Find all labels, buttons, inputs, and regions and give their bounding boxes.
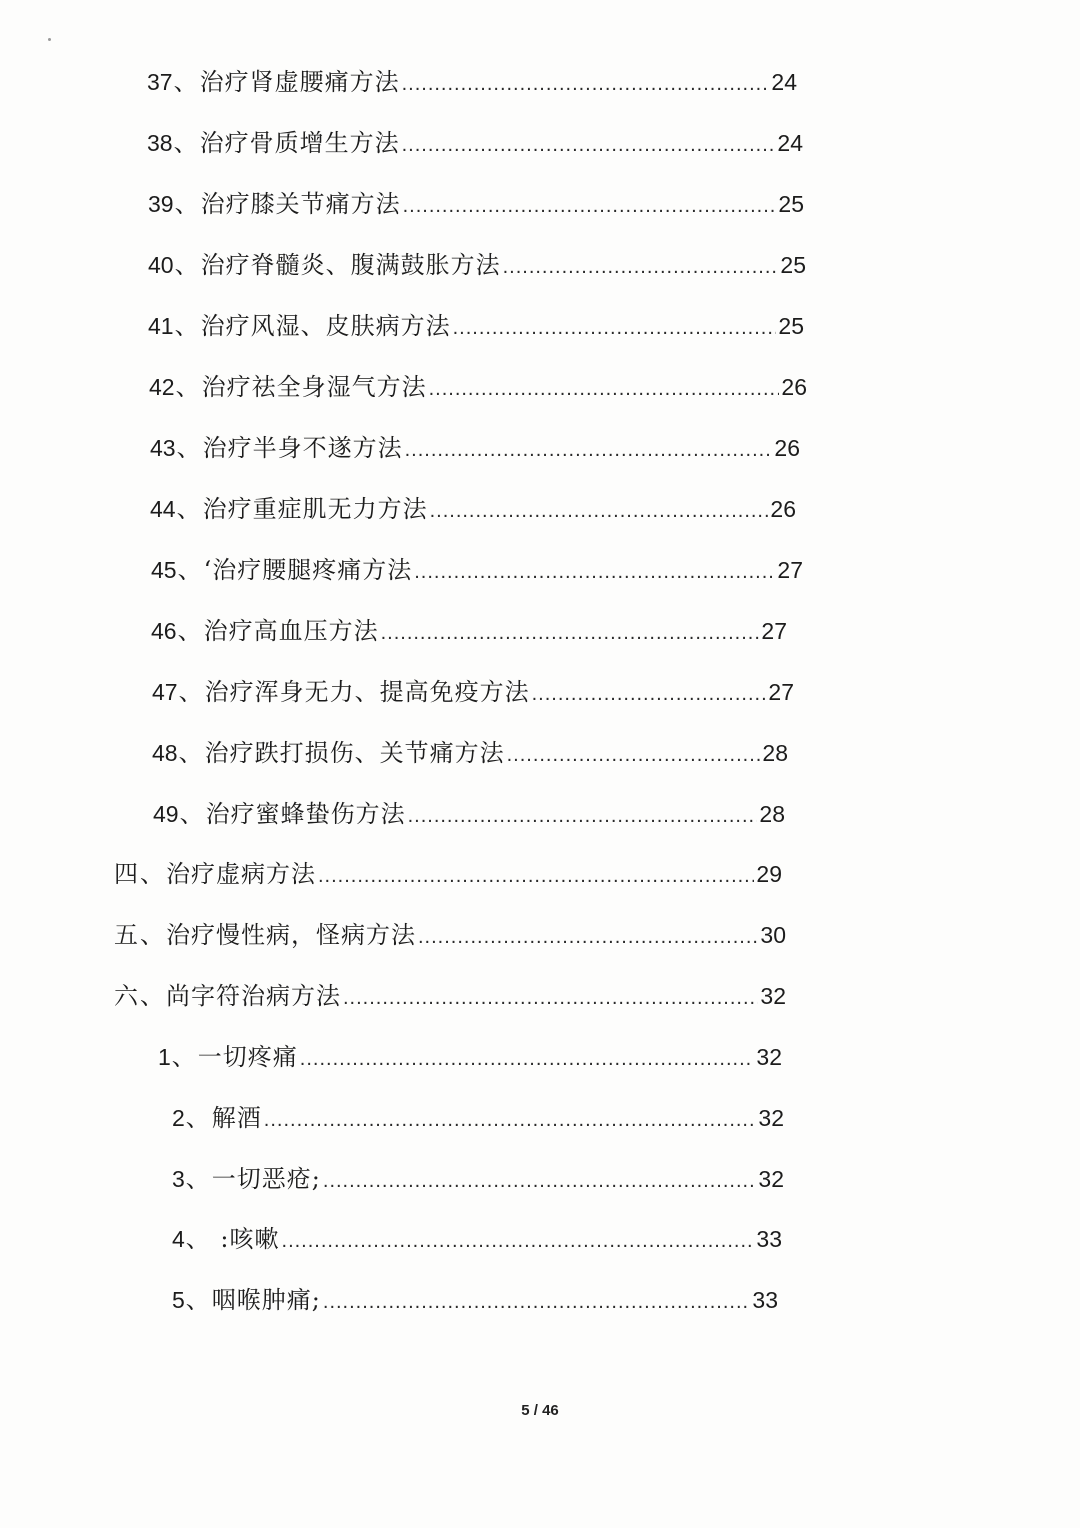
toc-section-title: 治疗慢性病，怪病方法 xyxy=(166,921,416,949)
toc-dot-leader xyxy=(318,860,754,892)
toc-entry-title: 治疗风湿、皮肤病方法 xyxy=(200,312,451,340)
toc-entry-page: 26 xyxy=(781,374,807,400)
toc-entry-title: 治疗肾虚腰痛方法 xyxy=(199,68,400,96)
toc-entry[interactable] xyxy=(152,676,794,710)
toc-entry-title: 治疗膝关节痛方法 xyxy=(200,190,401,218)
toc-dot-leader xyxy=(402,68,770,100)
toc-section-separator: 、 xyxy=(140,921,164,949)
toc-section-separator: 、 xyxy=(140,982,164,1010)
toc-subentry[interactable] xyxy=(158,1041,782,1075)
toc-entry-separator: 、 xyxy=(176,495,201,523)
toc-entry-separator: 、 xyxy=(176,434,201,462)
toc-entry-separator: 、 xyxy=(178,739,203,767)
toc-entry-number: 43 xyxy=(150,435,176,461)
toc-entry-number: 40 xyxy=(148,252,174,278)
toc-dot-leader xyxy=(453,312,777,344)
toc-dot-leader xyxy=(282,1225,755,1257)
toc-entry-number: 5 xyxy=(172,1287,185,1313)
toc-entry-separator: 、 xyxy=(174,190,199,218)
toc-dot-leader xyxy=(414,556,775,588)
toc-entry[interactable] xyxy=(148,310,804,344)
toc-section[interactable] xyxy=(114,858,782,892)
toc-dot-leader xyxy=(402,129,776,161)
toc-entry-separator: 、 xyxy=(175,373,200,401)
toc-entry-title: 治疗脊髓炎、腹满鼓胀方法 xyxy=(200,251,501,279)
toc-entry-number: 2 xyxy=(172,1105,185,1131)
toc-entry-page: 25 xyxy=(778,191,804,217)
toc-subentry[interactable] xyxy=(172,1163,784,1197)
toc-entry-number: 37 xyxy=(147,69,173,95)
toc-entry-separator: 、 xyxy=(178,678,203,706)
toc-entry-number: 42 xyxy=(149,374,175,400)
toc-entry-page: 27 xyxy=(768,679,794,705)
toc-entry-separator: 、 xyxy=(177,617,202,645)
toc-entry[interactable] xyxy=(149,371,807,405)
toc-dot-leader xyxy=(264,1104,757,1136)
toc-entry-title: 解酒 xyxy=(211,1104,262,1132)
toc-entry-page: 32 xyxy=(758,1166,784,1192)
toc-entry-separator: 、 xyxy=(174,312,199,340)
toc-entry-page: 28 xyxy=(759,801,785,827)
toc-entry[interactable] xyxy=(151,554,803,588)
toc-entry-page: 32 xyxy=(756,1044,782,1070)
toc-section-page: 32 xyxy=(760,983,786,1009)
toc-entry[interactable] xyxy=(152,737,788,771)
toc-dot-leader xyxy=(418,921,758,953)
toc-entry-number: 49 xyxy=(153,801,179,827)
toc-entry-page: 33 xyxy=(752,1287,778,1313)
toc-subentry[interactable] xyxy=(172,1102,784,1136)
toc-entry[interactable] xyxy=(147,66,797,100)
toc-entry-separator: 、 xyxy=(173,129,198,157)
toc-entry[interactable] xyxy=(151,615,787,649)
toc-dot-leader xyxy=(343,982,758,1014)
toc-entry-title: 治疗骨质增生方法 xyxy=(199,129,400,157)
toc-section-separator: 、 xyxy=(140,860,164,888)
toc-entry-separator: 、 xyxy=(177,556,202,584)
toc-entry[interactable] xyxy=(153,798,785,832)
toc-section-page: 29 xyxy=(756,861,782,887)
toc-entry-number: 4 xyxy=(172,1226,185,1252)
toc-entry-page: 33 xyxy=(756,1226,782,1252)
toc-entry-number: 1 xyxy=(158,1044,171,1070)
toc-dot-leader xyxy=(507,739,761,771)
toc-entry-title: 咽喉肿痛; xyxy=(211,1286,321,1314)
toc-entry-page: 28 xyxy=(762,740,788,766)
toc-subentry[interactable] xyxy=(172,1223,782,1257)
page-number: 5 / 46 xyxy=(521,1402,559,1419)
toc-entry-separator: 、 xyxy=(173,68,198,96)
toc-dot-leader xyxy=(503,251,779,283)
toc-entry-page: 24 xyxy=(771,69,797,95)
toc-dot-leader xyxy=(381,617,760,649)
toc-entry-page: 25 xyxy=(780,252,806,278)
toc-entry-separator: 、 xyxy=(185,1104,210,1132)
toc-section-page: 30 xyxy=(760,922,786,948)
toc-section[interactable] xyxy=(114,980,786,1014)
toc-entry-title: 治疗重症肌无力方法 xyxy=(202,495,428,523)
toc-entry[interactable] xyxy=(148,188,804,222)
toc-dot-leader xyxy=(408,800,758,832)
toc-entry-page: 32 xyxy=(758,1105,784,1131)
toc-section-number: 四 xyxy=(114,860,139,888)
toc-entry-page: 26 xyxy=(770,496,796,522)
toc-entry-separator: 、 xyxy=(185,1165,210,1193)
toc-section-title: 尚字符治病方法 xyxy=(166,982,341,1010)
toc-entry-number: 41 xyxy=(148,313,174,339)
toc-entry-number: 46 xyxy=(151,618,177,644)
toc-entry-separator: 、 xyxy=(185,1286,210,1314)
toc-entry-page: 25 xyxy=(778,313,804,339)
toc-dot-leader xyxy=(405,434,773,466)
toc-entry-title: 一切疼痛 xyxy=(197,1043,298,1071)
toc-entry-separator: 、 xyxy=(179,800,204,828)
scan-speck xyxy=(48,38,51,41)
toc-section-title: 治疗虚病方法 xyxy=(166,860,316,888)
toc-entry-page: 27 xyxy=(761,618,787,644)
toc-entry[interactable] xyxy=(147,127,803,161)
toc-entry-separator: 、 xyxy=(174,251,199,279)
toc-dot-leader xyxy=(532,678,767,710)
toc-entry-number: 39 xyxy=(148,191,174,217)
toc-section[interactable] xyxy=(114,919,786,953)
toc-dot-leader xyxy=(300,1043,755,1075)
toc-dot-leader xyxy=(403,190,777,222)
toc-entry-number: 45 xyxy=(151,557,177,583)
toc-entry-title: 治疗祛全身湿气方法 xyxy=(201,373,427,401)
toc-entry-separator: 、 xyxy=(185,1225,210,1253)
toc-entry-number: 47 xyxy=(152,679,178,705)
toc-entry-number: 44 xyxy=(150,496,176,522)
toc-dot-leader xyxy=(323,1165,757,1197)
toc-entry-page: 24 xyxy=(777,130,803,156)
toc-entry[interactable] xyxy=(148,249,806,283)
toc-dot-leader xyxy=(323,1286,751,1318)
toc-entry[interactable] xyxy=(150,432,800,466)
toc-dot-leader xyxy=(430,495,769,527)
toc-entry-number: 3 xyxy=(172,1166,185,1192)
toc-entry-title: 一切恶疮; xyxy=(211,1165,321,1193)
toc-entry-separator: 、 xyxy=(171,1043,196,1071)
toc-entry-title: 治疗浑身无力、提高免疫方法 xyxy=(204,678,530,706)
toc-dot-leader xyxy=(429,373,780,405)
toc-entry[interactable] xyxy=(150,493,796,527)
toc-entry-number: 48 xyxy=(152,740,178,766)
toc-entry-title: 治疗跌打损伤、关节痛方法 xyxy=(204,739,505,767)
toc-subentry[interactable] xyxy=(172,1284,778,1318)
toc-entry-title: ‘治疗腰腿疼痛方法 xyxy=(203,556,413,584)
toc-entry-title: 治疗高血压方法 xyxy=(203,617,379,645)
toc-entry-page: 27 xyxy=(777,557,803,583)
toc-entry-number: 38 xyxy=(147,130,173,156)
toc-section-number: 六 xyxy=(114,982,139,1010)
toc-entry-page: 26 xyxy=(774,435,800,461)
toc-entry-title: :咳嗽 xyxy=(211,1225,280,1253)
toc-section-number: 五 xyxy=(114,921,139,949)
toc-entry-title: 治疗蜜蜂蛰伤方法 xyxy=(205,800,406,828)
toc-entry-title: 治疗半身不遂方法 xyxy=(202,434,403,462)
